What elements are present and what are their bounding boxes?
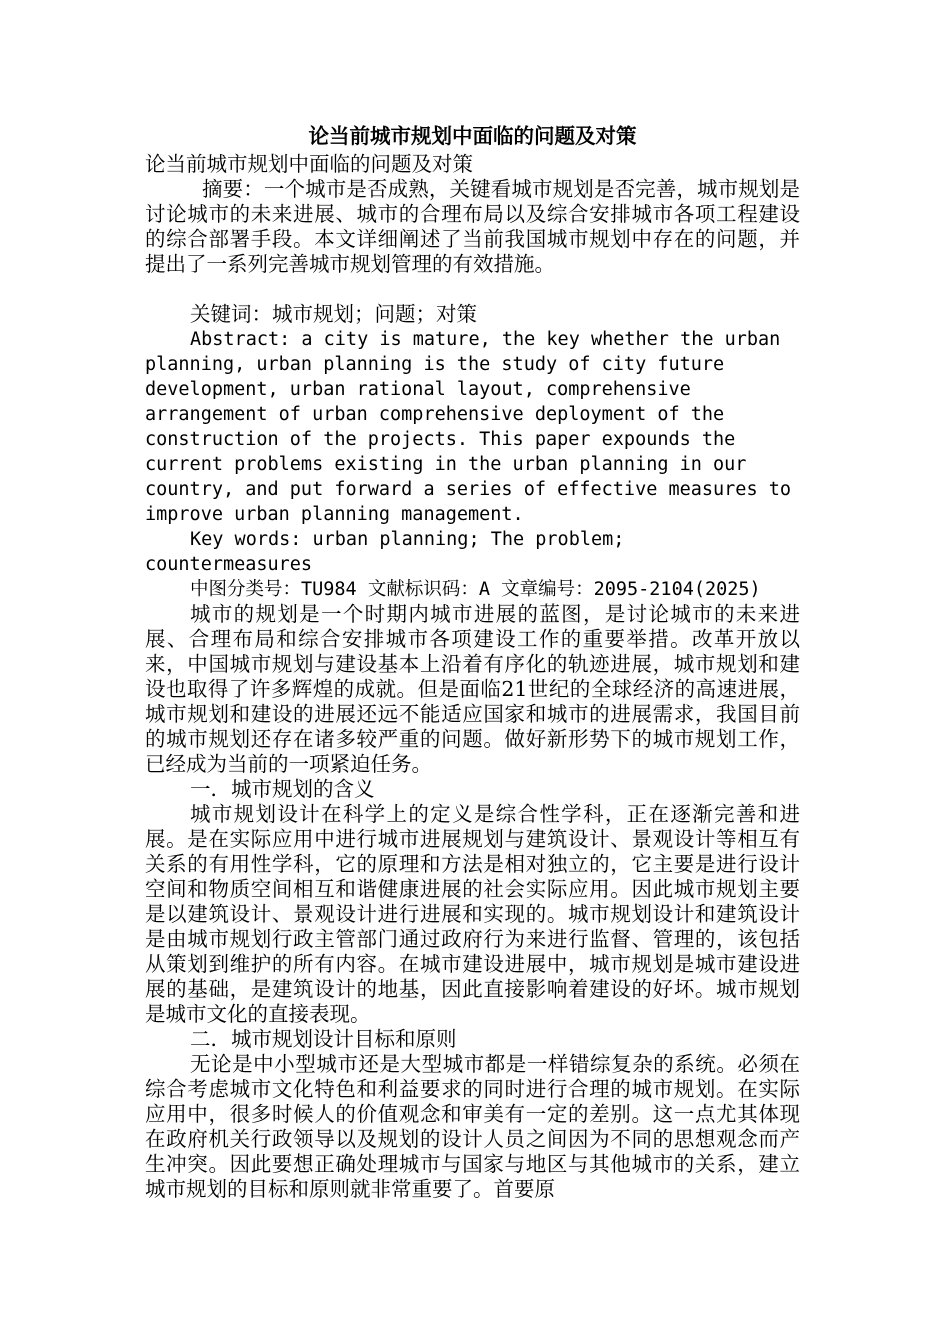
document-page	[145, 122, 800, 1202]
document-title: 论当前城市规划中面临的问题及对策	[308, 124, 637, 148]
keywords-english: Key words: urban planning; The problem; countermeasures	[145, 529, 625, 575]
section-body-1: 城市规划设计在科学上的定义是综合性学科，正在逐渐完善和进展。是在实际应用中进行城市进展规划与建筑设计、景观设计等相互有关系的有用性学科，它的原理和方法是相对独立的，它主要是进行设计空间和物质空间相互和谐健康进展的社会实际应用。因此城市规划主要是以建筑设计、景观设计进行进展和实现的。城市规划设计和建筑设计是由城市规划行政主管部门通过政府行为来进行监督、管理的，该包括从策划到维护的所有内容。在城市建设进展中，城市规划是城市建设进展的基础，是建筑设计的地基，因此直接影响着建设的好坏。城市规划是城市文化的直接表现。	[145, 802, 800, 1026]
section-heading-2: 二．城市规划设计目标和原则	[190, 1027, 457, 1051]
keywords-chinese: 关键词：城市规划；问题；对策	[190, 302, 477, 326]
abstract-chinese: 摘要：一个城市是否成熟，关键看城市规划是否完善，城市规划是讨论城市的未来进展、城市的合理布局以及综合安排城市各项工程建设的综合部署手段。本文详细阐述了当前我国城市规划中存在的问题，并提出了一系列完善城市规划管理的有效措施。	[145, 177, 800, 276]
section-heading-1: 一．城市规划的含义	[190, 777, 375, 801]
section-body-2: 无论是中小型城市还是大型城市都是一样错综复杂的系统。必须在综合考虑城市文化特色和利益要求的同时进行合理的城市规划。在实际应用中，很多时候人的价值观念和审美有一定的差别。这一点尤其体现在政府机关行政领导以及规划的设计人员之间因为不同的思想观念而产生冲突。因此要想正确处理城市与国家与地区与其他城市的关系，建立城市规划的目标和原则就非常重要了。首要原	[145, 1052, 800, 1201]
document-subtitle: 论当前城市规划中面临的问题及对策	[145, 152, 473, 176]
intro-paragraph: 城市的规划是一个时期内城市进展的蓝图，是讨论城市的未来进展、合理布局和综合安排城市各项建设工作的重要举措。改革开放以来，中国城市规划与建设基本上沿着有序化的轨迹进展，城市规划和建设也取得了许多辉煌的成就。但是面临21世纪的全球经济的高速进展，城市规划和建设的进展还远不能适应国家和城市的进展需求，我国目前的城市规划还存在诸多较严重的问题。做好新形势下的城市规划工作，已经成为当前的一项紧迫任务。	[145, 602, 800, 776]
classification-line: 中图分类号：TU984 文献标识码：A 文章编号：2095-2104(2025)	[190, 579, 761, 600]
abstract-english: Abstract: a city is mature, the key whether the urban planning, urban planning is the study of city future development, urban rational layout, comprehensive arrangement of urban comprehensive deployment of the construction of the projects. This paper expounds the current problems existing in the urban planning in our country, and put forward a series of effective measures to improve urban planning management.	[145, 329, 792, 525]
